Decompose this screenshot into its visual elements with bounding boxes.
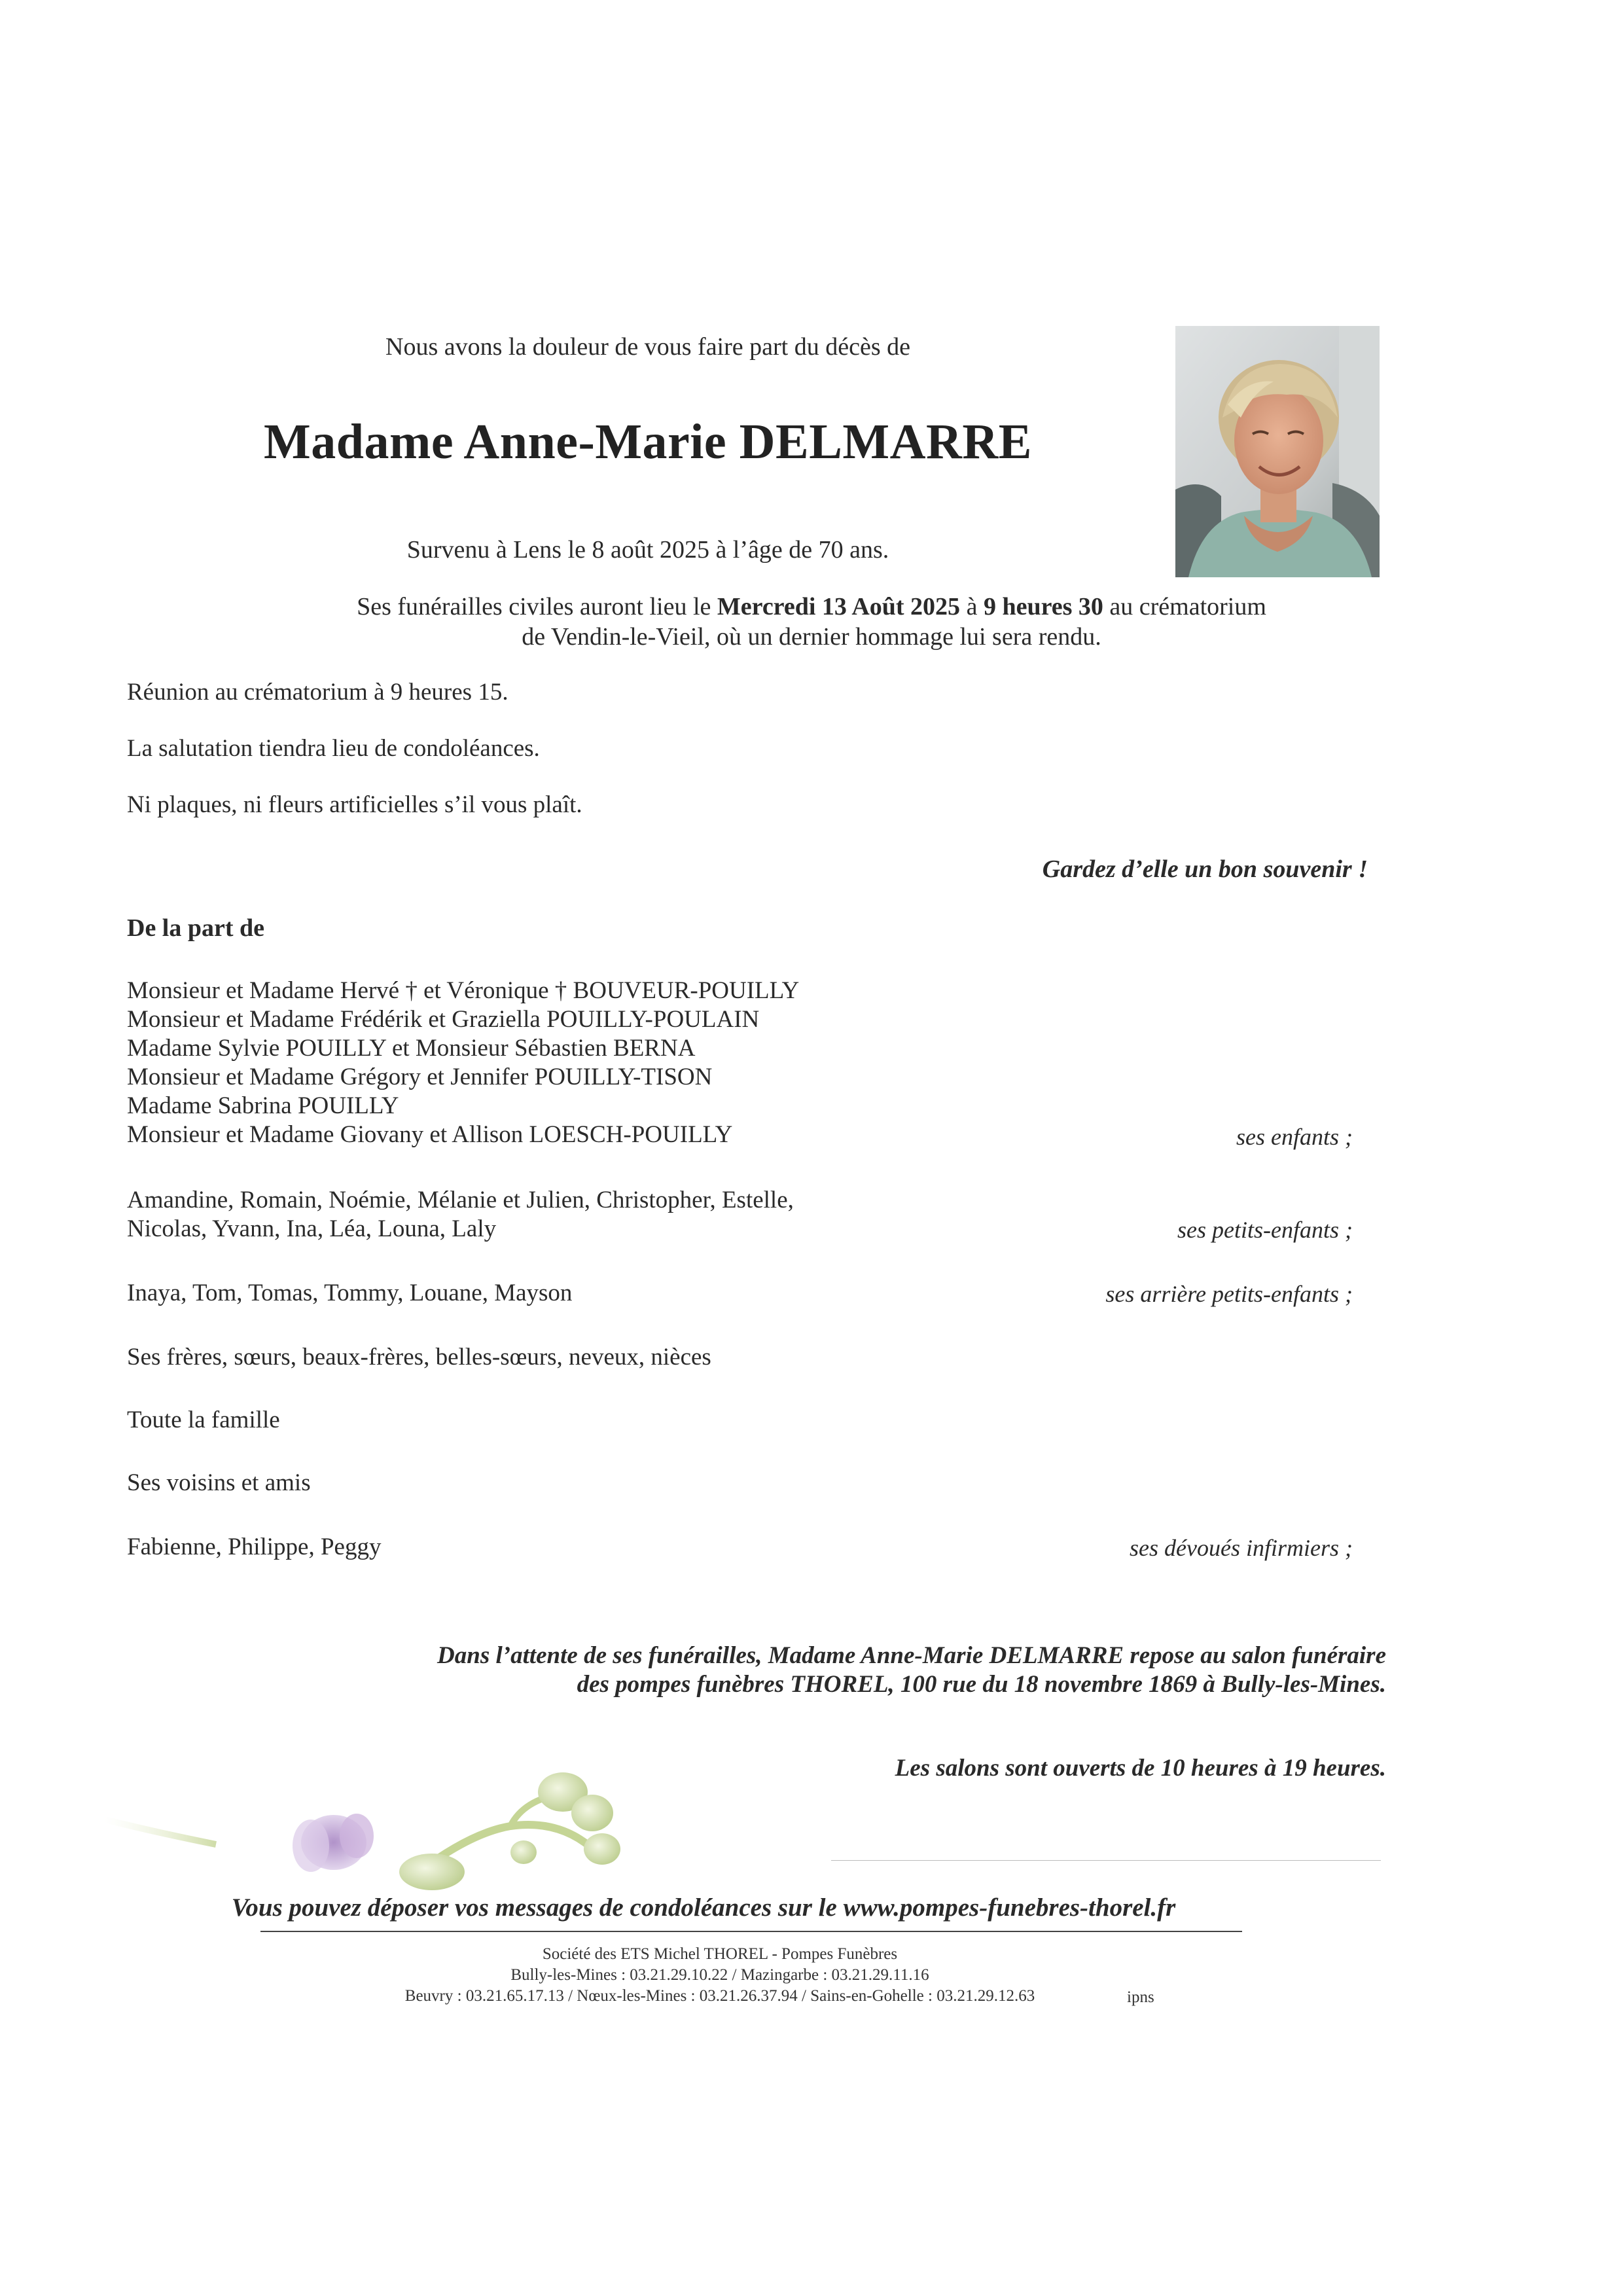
funeral-text-2: à bbox=[960, 593, 984, 620]
funeral-text-1: Ses funérailles civiles auront lieu le bbox=[357, 593, 717, 620]
funeral-details bbox=[196, 592, 1427, 652]
ipns-tag: ipns bbox=[1127, 1988, 1154, 2006]
funeral-line-1 bbox=[196, 592, 1427, 622]
from-label: De la part de bbox=[127, 914, 265, 942]
orchid-icon bbox=[105, 1767, 759, 1898]
salon-line-2: des pompes funèbres THOREL, 100 rue du 18 novembre 1869 à Bully-les-Mines. bbox=[577, 1671, 1386, 1698]
family-line: Monsieur et Madame Grégory et Jennifer POUILLY-TISON bbox=[127, 1064, 713, 1090]
family-line: Madame Sylvie POUILLY et Monsieur Sébastien BERNA bbox=[127, 1035, 696, 1062]
note-flowers: Ni plaques, ni fleurs artificielles s’il vous plaît. bbox=[127, 791, 582, 818]
family-line: Monsieur et Madame Frédérik et Graziella POUILLY-POULAIN bbox=[127, 1006, 760, 1033]
family-line: Fabienne, Philippe, Peggy bbox=[127, 1534, 382, 1560]
death-notice: Survenu à Lens le 8 août 2025 à l’âge de 70 ans. bbox=[406, 536, 889, 564]
company-phones-1: Bully-les-Mines : 03.21.29.10.22 / Mazingarbe : 03.21.29.11.16 bbox=[510, 1966, 929, 1984]
family-line: Amandine, Romain, Noémie, Mélanie et Julien, Christopher, Estelle, bbox=[127, 1187, 794, 1213]
motto: Gardez d’elle un bon souvenir ! bbox=[1042, 855, 1368, 883]
relation-nurses: ses dévoués infirmiers ; bbox=[1130, 1535, 1353, 1561]
salon-line-1: Dans l’attente de ses funérailles, Madame Anne-Marie DELMARRE repose au salon funéraire bbox=[437, 1642, 1386, 1669]
intro-text: Nous avons la douleur de vous faire part du décès de bbox=[385, 333, 910, 361]
funeral-text-3: au crématorium bbox=[1103, 593, 1266, 620]
note-gathering: Réunion au crématorium à 9 heures 15. bbox=[127, 679, 508, 706]
funeral-line-2: de Vendin-le-Vieil, où un dernier hommage lui sera rendu. bbox=[522, 623, 1101, 651]
orchid-decoration bbox=[105, 1767, 759, 1898]
family-line: Nicolas, Yvann, Ina, Léa, Louna, Laly bbox=[127, 1215, 497, 1242]
family-line: Ses voisins et amis bbox=[127, 1469, 311, 1496]
relation-children: ses enfants ; bbox=[1236, 1124, 1353, 1150]
decor-rule bbox=[831, 1860, 1381, 1861]
company-phones-2: Beuvry : 03.21.65.17.13 / Nœux-les-Mines : 03.21.26.37.94 / Sains-en-Gohelle : 03.21.29.12.63 bbox=[404, 1987, 1035, 2005]
relation-great-grandchildren: ses arrière petits-enfants ; bbox=[1105, 1281, 1353, 1307]
company-name: Société des ETS Michel THOREL - Pompes Funèbres bbox=[542, 1945, 898, 1963]
family-line: Inaya, Tom, Tomas, Tommy, Louane, Mayson bbox=[127, 1280, 573, 1306]
family-line: Ses frères, sœurs, beaux-frères, belles-sœurs, neveux, nièces bbox=[127, 1344, 711, 1371]
note-condolences: La salutation tiendra lieu de condoléances. bbox=[127, 735, 540, 762]
family-line: Monsieur et Madame Giovany et Allison LOESCH-POUILLY bbox=[127, 1121, 733, 1148]
salon-hours: Les salons sont ouverts de 10 heures à 19 heures. bbox=[895, 1755, 1386, 1782]
funeral-date: Mercredi 13 Août 2025 bbox=[717, 593, 961, 620]
relation-grandchildren: ses petits-enfants ; bbox=[1177, 1217, 1353, 1243]
condolences-link[interactable]: Vous pouvez déposer vos messages de condoléances sur le www.pompes-funebres-thorel.fr bbox=[231, 1893, 1176, 1922]
family-line: Monsieur et Madame Hervé † et Véronique † BOUVEUR-POUILLY bbox=[127, 977, 800, 1004]
family-line: Madame Sabrina POUILLY bbox=[127, 1092, 399, 1119]
funeral-time: 9 heures 30 bbox=[983, 593, 1103, 620]
family-line: Toute la famille bbox=[127, 1407, 280, 1433]
deceased-name: Madame Anne-Marie DELMARRE bbox=[264, 414, 1032, 469]
footer-rule bbox=[260, 1931, 1242, 1932]
